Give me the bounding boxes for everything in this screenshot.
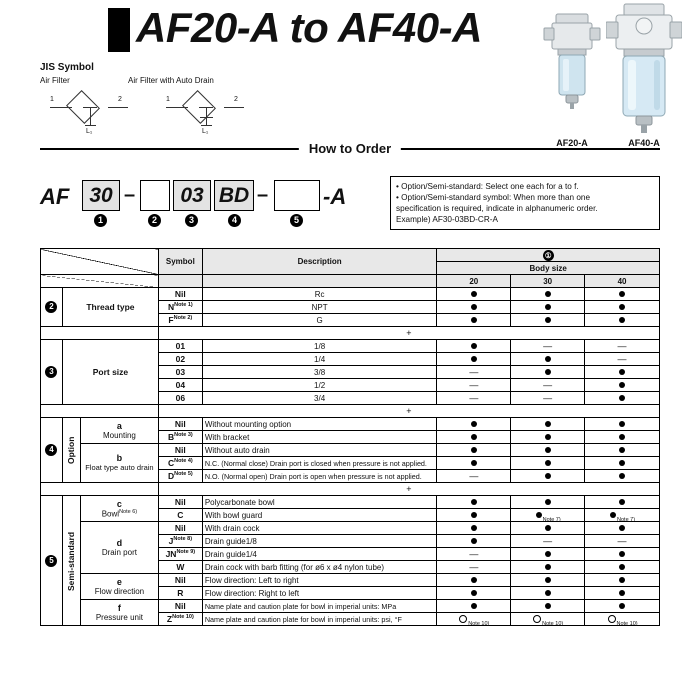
description-cell: 1/2 (202, 379, 437, 392)
plus-sign: + (158, 483, 659, 496)
symbol-cell: Nil (158, 574, 202, 587)
symbol-cell: 04 (158, 379, 202, 392)
symbol-cell: Nil (158, 600, 202, 613)
plus-sign: + (158, 327, 659, 340)
symbol-cell: R (158, 587, 202, 600)
size-mark-40 (585, 600, 660, 613)
size-mark-20 (437, 496, 511, 509)
header-description: Description (202, 249, 437, 275)
size-mark-30: — (511, 535, 585, 548)
header-size-30: 30 (511, 275, 585, 288)
table-row (41, 496, 660, 509)
size-mark-20: — (437, 366, 511, 379)
semi-group-d-letter: d Drain port (80, 522, 158, 574)
table-row (41, 288, 660, 301)
symbol-cell: J$^{Note 8)}$ (158, 535, 202, 548)
size-mark-30 (511, 444, 585, 457)
header-diagonal-cell (41, 249, 159, 275)
size-mark-30 (511, 587, 585, 600)
header-group-marker (437, 249, 660, 262)
size-mark-40 (585, 366, 660, 379)
table-row (41, 522, 660, 535)
description-cell: Flow direction: Right to left (202, 587, 437, 600)
size-mark-30: Note 10) (511, 613, 585, 626)
description-cell: Drain guide1/4 (202, 548, 437, 561)
order-code-prefix: AF (40, 184, 70, 209)
size-mark-30 (511, 600, 585, 613)
section-label-option: Option (62, 418, 80, 483)
description-cell: Rc (202, 288, 437, 301)
symbol-cell: W (158, 561, 202, 574)
size-mark-20: Note 10) (437, 613, 511, 626)
size-mark-20: — (437, 379, 511, 392)
size-mark-30 (511, 561, 585, 574)
description-cell: NPT (202, 301, 437, 314)
size-mark-40 (585, 431, 660, 444)
description-cell: With bracket (202, 431, 437, 444)
description-cell: G (202, 314, 437, 327)
product-photos (542, 2, 690, 152)
jis-symbol-block (40, 62, 300, 135)
symbol-cell: B$^{Note 3)}$ (158, 431, 202, 444)
symbol-cell: N$^{Note 1)}$ (158, 301, 202, 314)
symbol-cell: 01 (158, 340, 202, 353)
size-mark-20 (437, 574, 511, 587)
table-header-row-1 (41, 249, 660, 262)
plus-separator (41, 483, 660, 496)
size-mark-30 (511, 574, 585, 587)
symbol-cell: JN$^{Note 9)}$ (158, 548, 202, 561)
size-mark-30: Note 7) (511, 509, 585, 522)
table-header-row-3 (41, 275, 660, 288)
description-cell: Drain guide1/8 (202, 535, 437, 548)
size-mark-20 (437, 431, 511, 444)
order-marker-2: 2 (148, 214, 161, 227)
symbol-cell: Nil (158, 418, 202, 431)
description-cell: Without mounting option (202, 418, 437, 431)
size-mark-40: — (585, 535, 660, 548)
header-body-size: Body size (437, 262, 660, 275)
product-image-af40a (606, 2, 682, 142)
order-dash-1: – (124, 184, 136, 206)
size-mark-40: Note 7) (585, 509, 660, 522)
title-accent-bar (108, 8, 130, 52)
description-cell: Polycarbonate bowl (202, 496, 437, 509)
size-mark-40: Note 10) (585, 613, 660, 626)
product-image-af20a (542, 10, 602, 138)
size-mark-30 (511, 470, 585, 483)
size-mark-30: — (511, 392, 585, 405)
size-mark-30 (511, 496, 585, 509)
photo-caption-af20a: AF20-A (556, 138, 588, 148)
size-mark-20 (437, 340, 511, 353)
semi-group-c-letter: c Bowl$^{Note 6)}$ (80, 496, 158, 522)
symbol-cell: D$^{Note 5)}$ (158, 470, 202, 483)
symbol-air-filter: 1 2 L₁ (48, 88, 128, 148)
how-to-order-heading: How to Order (299, 141, 401, 156)
symbol-cell: 03 (158, 366, 202, 379)
size-mark-40 (585, 587, 660, 600)
order-note-2: • Option/Semi-standard symbol: When more than one (396, 193, 591, 203)
option-group-b-letter: b Float type auto drain (80, 444, 158, 483)
section-num-option: 4 (41, 418, 63, 483)
size-mark-40: — (585, 353, 660, 366)
size-mark-40 (585, 379, 660, 392)
description-cell: 1/4 (202, 353, 437, 366)
option-group-a-letter: a Mounting (80, 418, 158, 444)
header-symbol: Symbol (158, 249, 202, 275)
order-note-3: specification is required, indicate in alphanumeric order. (396, 204, 598, 214)
size-mark-20 (437, 444, 511, 457)
size-mark-20 (437, 509, 511, 522)
size-mark-30 (511, 522, 585, 535)
size-mark-20 (437, 301, 511, 314)
size-mark-40 (585, 496, 660, 509)
size-mark-40 (585, 561, 660, 574)
size-mark-30 (511, 288, 585, 301)
size-mark-20 (437, 600, 511, 613)
size-mark-20 (437, 288, 511, 301)
table-row (41, 444, 660, 457)
order-notes-box (390, 176, 660, 230)
size-mark-30 (511, 431, 585, 444)
description-cell: 3/4 (202, 392, 437, 405)
size-mark-30 (511, 353, 585, 366)
semi-group-e-letter: e Flow direction (80, 574, 158, 600)
section-label-semi-standard: Semi-standard (62, 496, 80, 626)
size-mark-40 (585, 522, 660, 535)
specification-table (40, 248, 660, 626)
photo-caption-af40a: AF40-A (628, 138, 660, 148)
order-marker-5: 5 (290, 214, 303, 227)
order-dash-2: – (257, 184, 269, 206)
order-marker-1: 1 (94, 214, 107, 227)
size-mark-20: — (437, 548, 511, 561)
symbol-air-filter-auto-drain: 1 2 L₁ (164, 88, 244, 148)
size-mark-20: — (437, 561, 511, 574)
size-mark-40 (585, 392, 660, 405)
page-title: AF20-A to AF40-A (136, 4, 482, 51)
size-mark-30 (511, 457, 585, 470)
symbol-cell: Nil (158, 522, 202, 535)
size-mark-20: — (437, 470, 511, 483)
size-mark-40 (585, 574, 660, 587)
header-group-num: ① (543, 250, 554, 261)
order-box-option[interactable]: BD (214, 180, 254, 211)
description-cell: Without auto drain (202, 444, 437, 457)
section-num-semi-standard: 5 (41, 496, 63, 626)
description-cell: Flow direction: Left to right (202, 574, 437, 587)
size-mark-40 (585, 548, 660, 561)
size-mark-40: — (585, 340, 660, 353)
size-mark-30 (511, 314, 585, 327)
plus-separator (41, 327, 660, 340)
symbol-cell: 02 (158, 353, 202, 366)
description-cell: With bowl guard (202, 509, 437, 522)
order-box-port-size[interactable]: 03 (173, 180, 211, 211)
size-mark-20 (437, 535, 511, 548)
size-mark-20 (437, 522, 511, 535)
size-mark-40 (585, 301, 660, 314)
description-cell: Drain cock with barb fitting (for ø6 x ø4 nylon tube) (202, 561, 437, 574)
size-mark-30: — (511, 379, 585, 392)
order-code-suffix: -A (323, 184, 347, 209)
symbol-cell: Nil (158, 444, 202, 457)
size-mark-20 (437, 587, 511, 600)
plus-separator (41, 405, 660, 418)
size-mark-30 (511, 301, 585, 314)
order-marker-3: 3 (185, 214, 198, 227)
section-label-thread-type (62, 288, 158, 327)
order-box-semi-standard[interactable] (274, 180, 320, 211)
description-cell: N.C. (Normal close) Drain port is closed when pressure is not applied. (202, 457, 437, 470)
size-mark-30 (511, 418, 585, 431)
description-cell: 1/8 (202, 340, 437, 353)
symbol-cell: Z$^{Note 10)}$ (158, 613, 202, 626)
size-mark-40 (585, 314, 660, 327)
section-label-port-size: Port size (62, 340, 158, 405)
size-mark-30 (511, 366, 585, 379)
header-description-spacer (202, 275, 437, 288)
semi-group-f-letter: f Pressure unit (80, 600, 158, 626)
section-label-thread-type-text: Thread type (86, 302, 135, 312)
section-num-port-size: 3 (41, 340, 63, 405)
order-marker-4: 4 (228, 214, 241, 227)
size-mark-40 (585, 457, 660, 470)
size-mark-20 (437, 353, 511, 366)
table-row (41, 418, 660, 431)
order-note-4: Example) AF30-03BD-CR-A (396, 215, 498, 225)
symbol-cell: C (158, 509, 202, 522)
section-num-thread-type: 2 (41, 288, 63, 327)
plus-sign: + (158, 405, 659, 418)
table-row (41, 340, 660, 353)
size-mark-40 (585, 470, 660, 483)
description-cell: Name plate and caution plate for bowl in imperial units: MPa (202, 600, 437, 613)
size-mark-20 (437, 314, 511, 327)
jis-air-filter-auto-drain-label: Air Filter with Auto Drain (128, 76, 214, 85)
order-note-1: • Option/Semi-standard: Select one each for a to f. (396, 182, 579, 191)
description-cell: N.O. (Normal open) Drain port is open when pressure is not applied. (202, 470, 437, 483)
order-box-body-size[interactable]: 30 (82, 180, 120, 211)
size-mark-30 (511, 548, 585, 561)
size-mark-40 (585, 418, 660, 431)
size-mark-20: — (437, 392, 511, 405)
symbol-cell: Nil (158, 288, 202, 301)
order-code-row (40, 180, 380, 226)
size-mark-20 (437, 418, 511, 431)
size-mark-40 (585, 288, 660, 301)
symbol-cell: C$^{Note 4)}$ (158, 457, 202, 470)
table-row (41, 600, 660, 613)
header-diagonal-cell-2 (41, 275, 159, 288)
size-mark-30: — (511, 340, 585, 353)
table-row (41, 574, 660, 587)
description-cell: 3/8 (202, 366, 437, 379)
symbol-cell: F$^{Note 2)}$ (158, 314, 202, 327)
description-cell: Name plate and caution plate for bowl in imperial units: psi, °F (202, 613, 437, 626)
symbol-cell: 06 (158, 392, 202, 405)
header-size-20: 20 (437, 275, 511, 288)
jis-symbol-title: JIS Symbol (40, 62, 94, 73)
description-cell: With drain cock (202, 522, 437, 535)
symbol-cell: Nil (158, 496, 202, 509)
jis-air-filter-label: Air Filter (40, 76, 70, 85)
header-symbol-spacer (158, 275, 202, 288)
size-mark-20 (437, 457, 511, 470)
header-size-40: 40 (585, 275, 660, 288)
size-mark-40 (585, 444, 660, 457)
order-box-thread-type[interactable] (140, 180, 170, 211)
